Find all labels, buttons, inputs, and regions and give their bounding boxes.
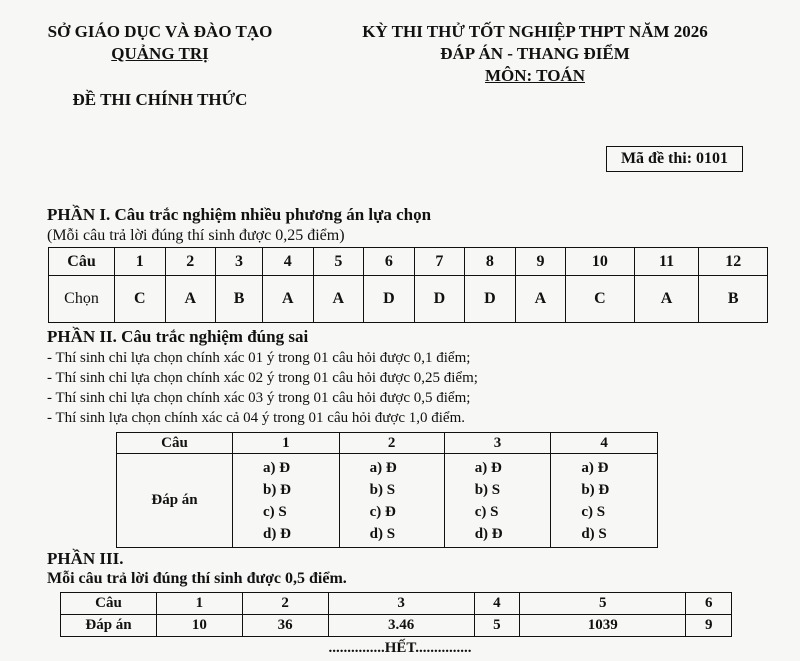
part1-a: C (115, 276, 166, 323)
part2-answer-cell (339, 454, 444, 548)
part1-q: 8 (465, 248, 516, 276)
part3-a: 1039 (520, 615, 686, 637)
part2-answer-cell (233, 454, 340, 548)
part1-table (48, 247, 768, 323)
part2-q: 1 (233, 433, 340, 454)
part1-q: 5 (313, 248, 364, 276)
part3-table (60, 592, 732, 637)
part1-q: 3 (216, 248, 263, 276)
part3-a: 9 (686, 615, 732, 637)
part2-table (116, 432, 658, 548)
part3-q: 3 (328, 593, 474, 615)
part2-answer: d) Đ (263, 525, 291, 542)
part2-answer-cell (444, 454, 551, 548)
part2-answer: c) S (581, 503, 606, 520)
part2-answer: a) Đ (581, 459, 609, 476)
part1-q: 6 (364, 248, 415, 276)
part2-answer-cell (551, 454, 658, 548)
part1-q: 9 (515, 248, 566, 276)
part1-q: 10 (566, 248, 634, 276)
part2-q: 4 (551, 433, 658, 454)
exam-title: KỲ THI THỬ TỐT NGHIỆP THPT NĂM 2026 (362, 22, 708, 41)
part1-a: D (465, 276, 516, 323)
part1-answer-row (49, 276, 768, 323)
part3-a: 10 (157, 615, 243, 637)
part1-q: 1 (115, 248, 166, 276)
part1-a: A (313, 276, 364, 323)
part2-answer: a) Đ (369, 459, 397, 476)
part2-answer: a) Đ (263, 459, 291, 476)
part1-q: 11 (634, 248, 699, 276)
part3-a: 3.46 (328, 615, 474, 637)
part3-note: Mỗi câu trả lời đúng thí sinh được 0,5 điểm. (47, 570, 347, 587)
part2-answer: b) S (369, 481, 396, 498)
part1-header-a: Chọn (49, 276, 115, 323)
part1-q: 12 (699, 248, 768, 276)
part2-answer: b) S (474, 481, 501, 498)
part2-rule: - Thí sinh chỉ lựa chọn chính xác 01 ý trong 01 câu hỏi được 0,1 điểm; (47, 350, 471, 366)
part2-answer: d) S (369, 525, 396, 542)
part3-q: 2 (242, 593, 328, 615)
part1-q: 4 (263, 248, 314, 276)
part3-q: 1 (157, 593, 243, 615)
subject-title: MÔN: TOÁN (485, 66, 585, 85)
part1-a: A (165, 276, 216, 323)
part3-header-a: Đáp án (61, 615, 157, 637)
province-name: QUẢNG TRỊ (111, 44, 209, 63)
part1-a: A (263, 276, 314, 323)
part1-a: C (566, 276, 634, 323)
part1-a: D (414, 276, 465, 323)
answer-key-title: ĐÁP ÁN - THANG ĐIỂM (440, 44, 630, 63)
part2-rule: - Thí sinh lựa chọn chính xác cả 04 ý trong 01 câu hỏi được 1,0 điểm. (47, 410, 465, 426)
end-marker: ...............HẾT............... (328, 640, 472, 656)
part2-answer: a) Đ (474, 459, 502, 476)
part1-a: A (515, 276, 566, 323)
part1-q: 2 (165, 248, 216, 276)
part3-q: 6 (686, 593, 732, 615)
part3-title: PHẦN III. (47, 549, 124, 568)
part3-q: 5 (520, 593, 686, 615)
part2-answer-row (117, 454, 658, 548)
part3-answer-row (61, 615, 732, 637)
part1-a: B (216, 276, 263, 323)
part2-answer: c) S (474, 503, 499, 520)
part1-a: B (699, 276, 768, 323)
part1-a: D (364, 276, 415, 323)
part2-rule: - Thí sinh chỉ lựa chọn chính xác 03 ý trong 01 câu hỏi được 0,5 điểm; (47, 390, 471, 406)
part2-answer: c) Đ (369, 503, 396, 520)
part2-answer: c) S (263, 503, 287, 520)
part1-a: A (634, 276, 699, 323)
part1-title: PHẦN I. Câu trắc nghiệm nhiều phương án lựa chọn (47, 205, 432, 224)
department-name: SỞ GIÁO DỤC VÀ ĐÀO TẠO (47, 22, 273, 41)
part2-title: PHẦN II. Câu trắc nghiệm đúng sai (47, 327, 309, 346)
part1-q: 7 (414, 248, 465, 276)
part2-header-a: Đáp án (117, 454, 233, 548)
exam-code-box: Mã đề thi: 0101 (606, 146, 743, 172)
part1-question-row (49, 248, 768, 276)
part2-q: 3 (444, 433, 551, 454)
part2-header-row (117, 433, 658, 454)
part1-header-q: Câu (49, 248, 115, 276)
official-label: ĐỀ THI CHÍNH THỨC (72, 90, 248, 109)
part3-q: 4 (474, 593, 520, 615)
part2-rule: - Thí sinh chỉ lựa chọn chính xác 02 ý trong 01 câu hỏi được 0,25 điểm; (47, 370, 478, 386)
part2-header-q: Câu (117, 433, 233, 454)
part1-note: (Mỗi câu trả lời đúng thí sinh được 0,25 điểm) (47, 227, 345, 244)
part2-q: 2 (339, 433, 444, 454)
part2-answer: d) S (581, 525, 607, 542)
part2-answer: b) Đ (263, 481, 291, 498)
part2-answer: d) Đ (474, 525, 503, 542)
part3-a: 36 (242, 615, 328, 637)
part3-question-row (61, 593, 732, 615)
part3-a: 5 (474, 615, 520, 637)
part2-answer: b) Đ (581, 481, 610, 498)
part3-header-q: Câu (61, 593, 157, 615)
